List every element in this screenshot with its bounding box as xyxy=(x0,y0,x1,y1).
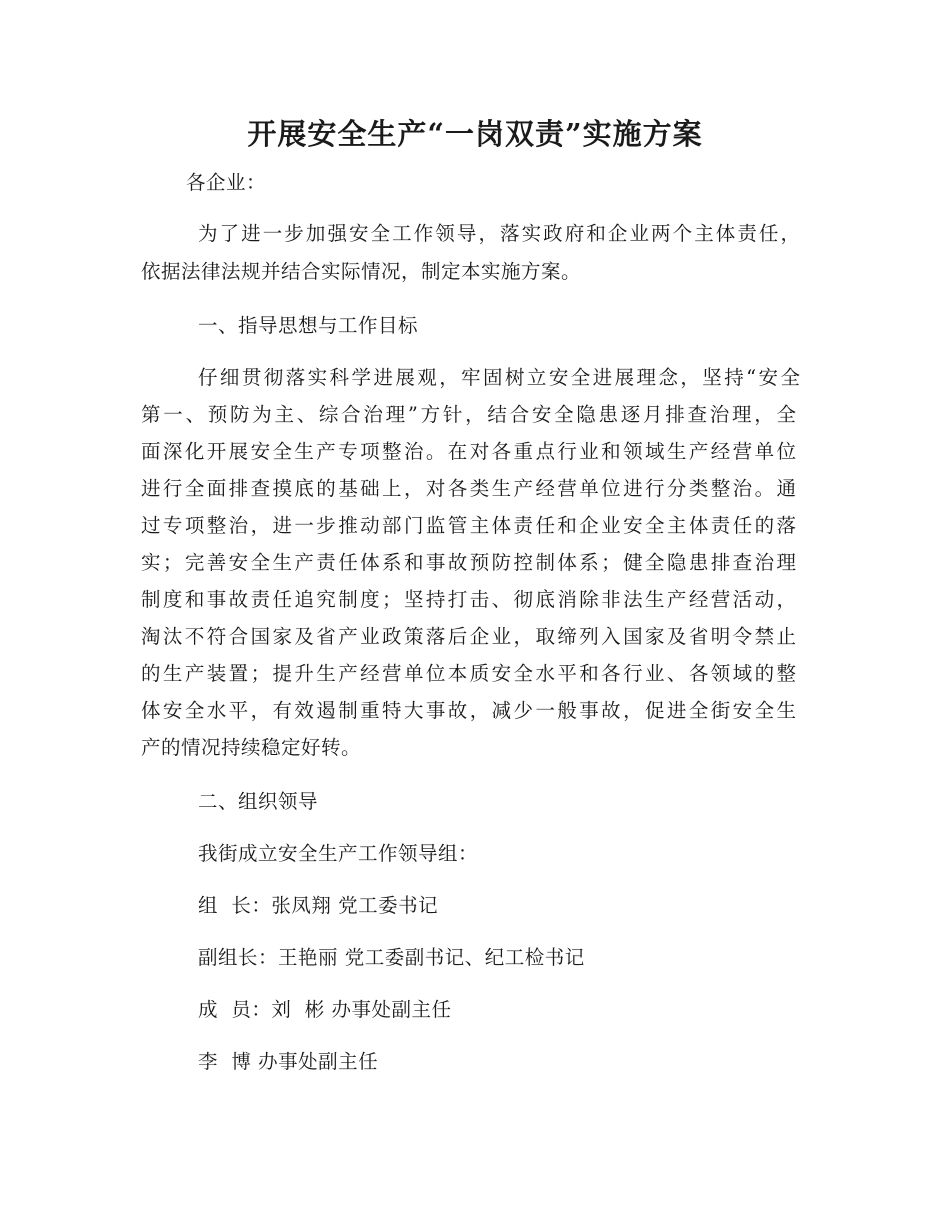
leader-row: 组 长：张凤翔 党工委书记 xyxy=(198,894,439,917)
section-1-line: 体安全水平，有效遏制重特大事故，减少一般事故，促进全街安全生 xyxy=(141,699,796,722)
salutation: 各企业： xyxy=(186,171,267,194)
section-1-line: 过专项整治，进一步推动部门监管主体责任和企业安全主体责任的落 xyxy=(141,514,796,537)
section-1-line: 产的情况持续稳定好转。 xyxy=(141,736,362,759)
section-1-line: 面深化开展安全生产专项整治。在对各重点行业和领域生产经营单位 xyxy=(141,440,796,463)
document-title: 开展安全生产“一岗双责”实施方案 xyxy=(247,117,703,151)
intro-paragraph-line-2: 依据法律法规并结合实际情况，制定本实施方案。 xyxy=(141,260,582,283)
member-row: 成 员：刘 彬 办事处副主任 xyxy=(198,998,452,1021)
intro-paragraph-line-1: 为了进一步加强安全工作领导，落实政府和企业两个主体责任， xyxy=(198,222,800,245)
section-2-intro: 我街成立安全生产工作领导组： xyxy=(198,842,479,865)
section-2-heading: 二、组织领导 xyxy=(198,790,319,813)
member-row: 李 博 办事处副主任 xyxy=(198,1050,379,1073)
section-1-line: 的生产装置；提升生产经营单位本质安全水平和各行业、各领域的整 xyxy=(141,662,796,685)
section-1-heading: 一、指导思想与工作目标 xyxy=(198,314,419,337)
section-1-line: 进行全面排查摸底的基础上，对各类生产经营单位进行分类整治。通 xyxy=(141,477,796,500)
section-1-line: 淘汰不符合国家及省产业政策落后企业，取缔列入国家及省明令禁止 xyxy=(141,625,796,648)
section-1-line: 仔细贯彻落实科学进展观，牢固树立安全进展理念，坚持“安全 xyxy=(198,366,800,389)
section-1-line: 实；完善安全生产责任体系和事故预防控制体系；健全隐患排查治理 xyxy=(141,551,796,574)
section-1-line: 第一、预防为主、综合治理”方针，结合安全隐患逐月排查治理，全 xyxy=(141,403,796,426)
deputy-leader-row: 副组长：王艳丽 党工委副书记、纪工检书记 xyxy=(198,946,585,969)
section-1-line: 制度和事故责任追究制度；坚持打击、彻底消除非法生产经营活动， xyxy=(141,588,796,611)
